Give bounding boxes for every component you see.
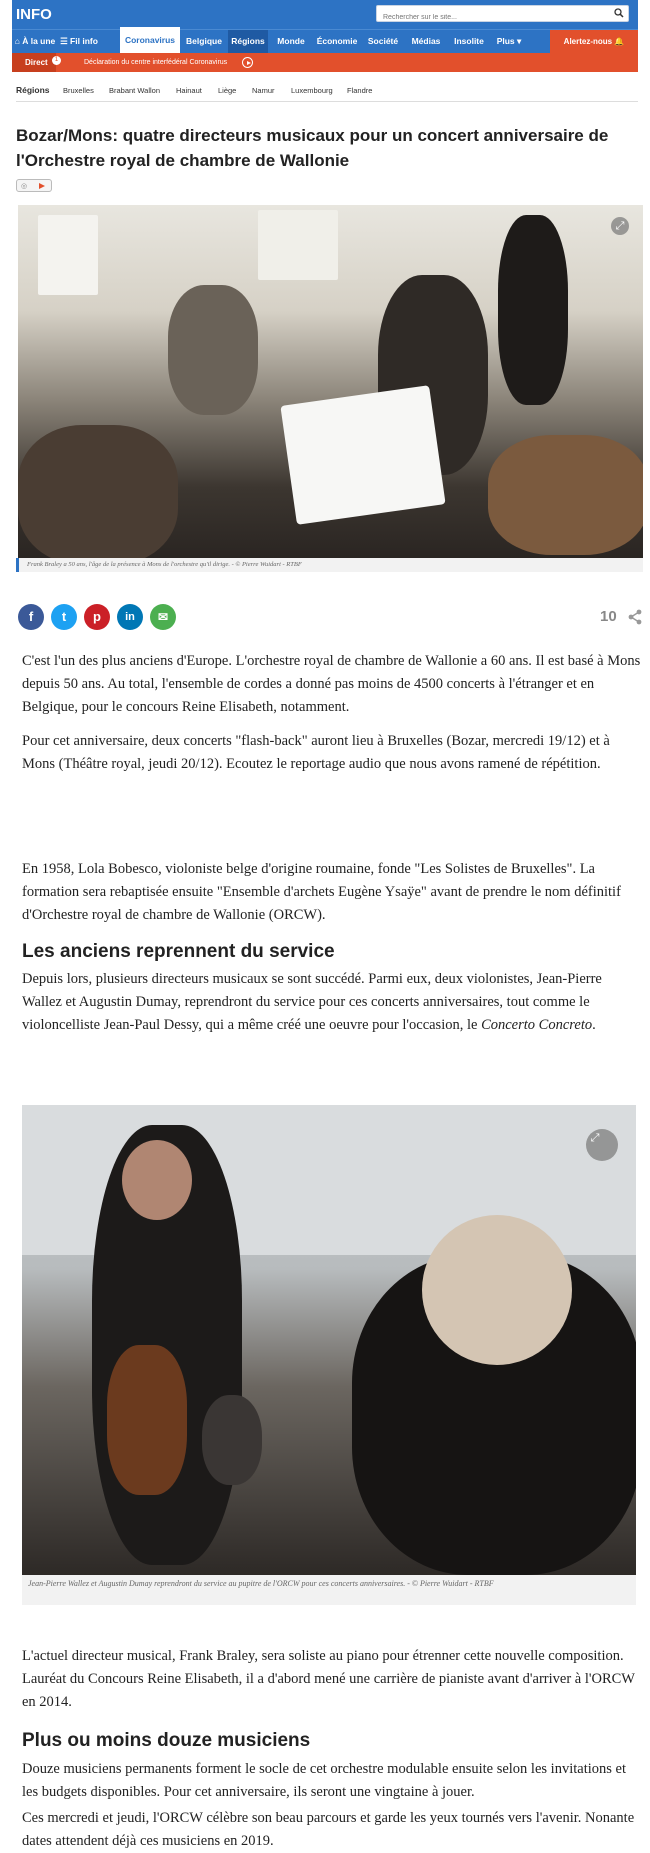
- conductor: [498, 215, 568, 405]
- subnav-regions[interactable]: Régions: [16, 85, 50, 95]
- play-icon[interactable]: [242, 57, 253, 68]
- microphone: [202, 1395, 262, 1485]
- nav-item-societe[interactable]: Société: [367, 36, 399, 46]
- paragraph-intro: C'est l'un des plus anciens d'Europe. L'orchestre royal de chambre de Wallonie a 60 ans. Il est basé à Mons depuis 50 ans. Au total, l'ensemble de cordes a donné pas moins de 4500 concerts à l'étranger et en Belgique, pour le concours Reine Elisabeth, notamment.: [22, 653, 641, 715]
- alertez-nous-button[interactable]: Alertez-nous 🔔: [550, 30, 638, 53]
- nav-item-economie[interactable]: Économie: [316, 36, 358, 46]
- direct-label[interactable]: Direct: [12, 53, 56, 72]
- orchestra-rehearsal-photo[interactable]: [18, 205, 643, 558]
- paragraph-anniversary: Pour cet anniversaire, deux concerts "flash-back" auront lieu à Bruxelles (Bozar, mercredi 19/12) et à Mons (Théâtre royal, jeudi 20/12). Ecoutez le reportage audio que nous avons ramené de répétition.: [22, 733, 610, 772]
- nav-item-insolite[interactable]: Insolite: [454, 36, 484, 46]
- subnav-flandre[interactable]: Flandre: [347, 86, 373, 95]
- direct-bar: [12, 53, 638, 72]
- main-nav: [12, 29, 638, 53]
- twitter-share-button[interactable]: t: [51, 604, 77, 630]
- violin: [488, 435, 643, 555]
- nav-item-fil-info[interactable]: ☰ Fil info: [60, 36, 98, 46]
- subnav-namur[interactable]: Namur: [252, 86, 275, 95]
- subnav-luxembourg[interactable]: Luxembourg: [291, 86, 333, 95]
- paragraph-future: Ces mercredi et jeudi, l'ORCW célèbre son beau parcours et garde les yeux tournés vers l'avenir. Nonante dates attendent déjà ces musiciens en 2019.: [22, 1810, 635, 1849]
- expand-icon[interactable]: [611, 217, 629, 235]
- expand-icon[interactable]: [586, 1129, 618, 1161]
- window: [258, 210, 338, 280]
- paragraph-musicians: Douze musiciens permanents forment le socle de cet orchestre modulable ensuite selon les invitations et les budgets disponibles. Pour cet anniversaire, ils seront une vingtaine à jouer.: [22, 1761, 626, 1800]
- pinterest-share-button[interactable]: p: [84, 604, 110, 630]
- photo-caption: Jean-Pierre Wallez et Augustin Dumay reprendront du service au pupitre de l'ORCW pour ces concerts anniversaires. - © Pierre Wuidart - RTBF: [22, 1575, 636, 1605]
- face: [122, 1140, 192, 1220]
- photo-caption: Frank Braley a 50 ans, l'âge de la présence à Mons de l'orchestre qu'il dirige. - © Pierre Wuidart - RTBF: [16, 558, 643, 572]
- paragraph-history: En 1958, Lola Bobesco, violoniste belge d'origine roumaine, fonde "Les Solistes de Bruxelles". La formation sera rebaptisée ensuite "Ensemble d'archets Eugène Ysaÿe" avant de prendre le nom définitif d'Orchestre royal de chambre de Wallonie (ORCW).: [22, 861, 621, 923]
- subnav-liege[interactable]: Liège: [218, 86, 237, 95]
- linkedin-share-button[interactable]: in: [117, 604, 143, 630]
- paragraph-directors: Depuis lors, plusieurs directeurs musicaux se sont succédé. Parmi eux, deux violonistes, Jean-Pierre Wallez et Augustin Dumay, reprendront du service pour ces concerts anniversaires, tout comme le violoncelliste Jean-Paul Dessy, qui a même créé une oeuvre pour l'occasion, le Concerto Concreto.: [22, 971, 602, 1033]
- nav-item-plus[interactable]: Plus ▾: [496, 36, 522, 46]
- direct-count-badge: 1: [52, 56, 61, 65]
- audio-badge[interactable]: [16, 179, 52, 192]
- paragraph-braley: L'actuel directeur musical, Frank Braley, sera soliste au piano pour étrenner cette nouvelle composition. Lauréat du Concours Reine Elisabeth, il a d'abord mené une carrière de pianiste avant d'arriver à l'ORCW en 2014.: [22, 1648, 635, 1710]
- section-heading-douze: Plus ou moins douze musiciens: [22, 1730, 311, 1751]
- musician: [168, 285, 258, 415]
- mute-icon: ◎: [21, 183, 28, 190]
- site-logo[interactable]: INFO: [16, 6, 52, 23]
- play-triangle-icon: [39, 183, 45, 189]
- musician: [18, 425, 178, 558]
- subnav-hainaut[interactable]: Hainaut: [176, 86, 202, 95]
- share-count: 10: [600, 608, 617, 625]
- nav-item-coronavirus[interactable]: Coronavirus: [120, 27, 180, 54]
- section-heading-anciens: Les anciens reprennent du service: [22, 941, 335, 962]
- search-icon[interactable]: [614, 8, 624, 18]
- nav-item-a-la-une[interactable]: ⌂ À la une: [14, 36, 56, 46]
- face: [422, 1215, 572, 1365]
- window: [38, 215, 98, 295]
- subnav-bruxelles[interactable]: Bruxelles: [63, 86, 94, 95]
- email-share-button[interactable]: ✉: [150, 604, 176, 630]
- nav-item-regions[interactable]: Régions: [228, 30, 268, 53]
- article-title: Bozar/Mons: quatre directeurs musicaux pour un concert anniversaire de l'Orchestre royal de chambre de Wallonie: [16, 126, 609, 170]
- nav-item-monde[interactable]: Monde: [277, 36, 305, 46]
- violinists-photo[interactable]: [22, 1105, 636, 1575]
- search-box[interactable]: [376, 5, 629, 22]
- sheet-music: [280, 385, 445, 525]
- violin: [107, 1345, 187, 1495]
- direct-headline[interactable]: Déclaration du centre interfédéral Coronavirus: [84, 59, 228, 66]
- nav-item-belgique[interactable]: Belgique: [186, 36, 222, 46]
- subnav-brabant-wallon[interactable]: Brabant Wallon: [109, 86, 160, 95]
- facebook-share-button[interactable]: f: [18, 604, 44, 630]
- share-icon[interactable]: [627, 609, 643, 625]
- nav-item-medias[interactable]: Médias: [411, 36, 441, 46]
- regions-subnav: [16, 80, 638, 102]
- top-header: [12, 0, 638, 29]
- search-input[interactable]: [377, 10, 597, 25]
